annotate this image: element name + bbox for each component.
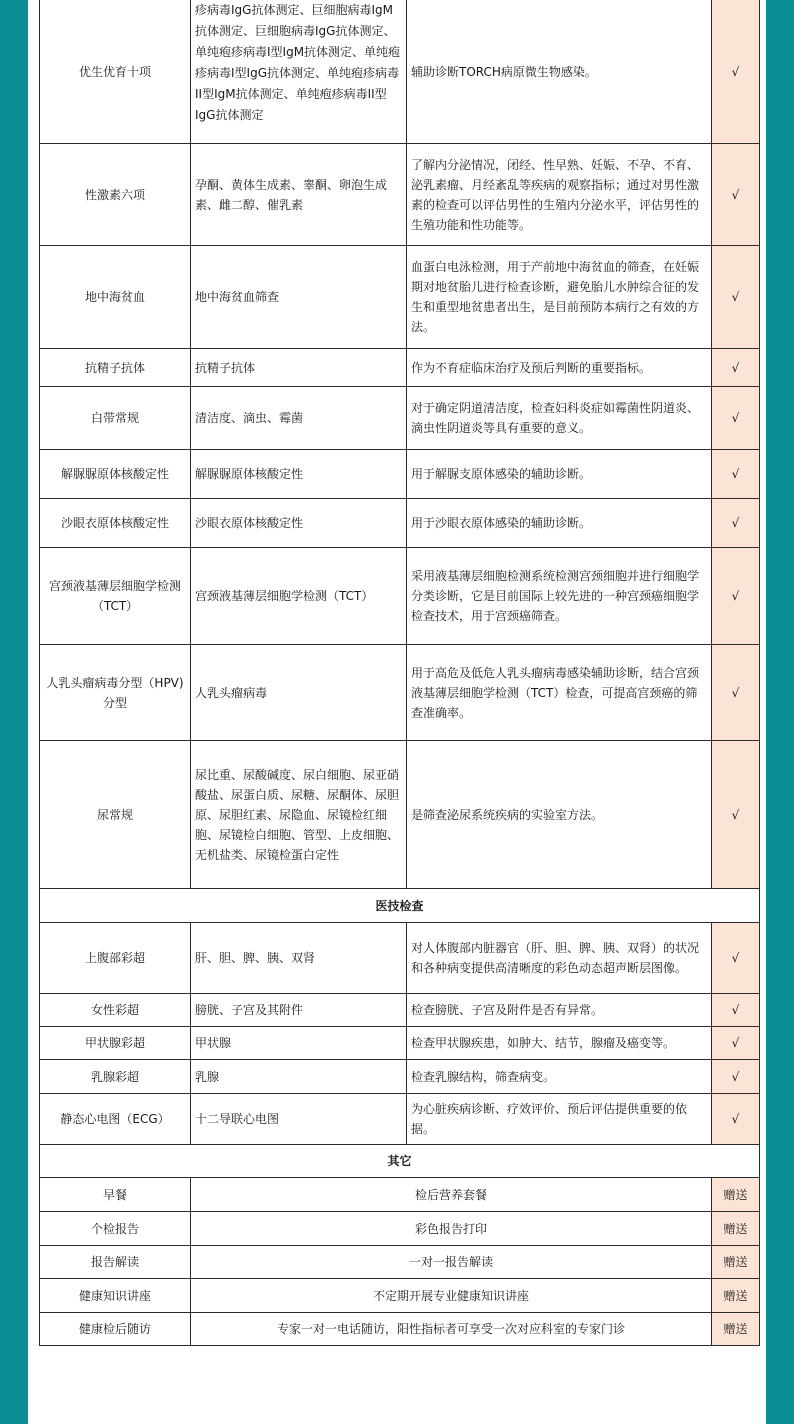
item-description: 用于解脲支原体感染的辅助诊断。 [407,450,712,499]
item-description: 对于确定阴道清洁度，检查妇科炎症如霉菌性阴道炎、滴虫性阴道炎等具有重要的意义。 [407,387,712,450]
item-name: 白带常规 [40,387,191,450]
table-row [40,1279,760,1313]
table-row [40,994,760,1027]
table-row [40,349,760,387]
item-contents: 疹病毒IgG抗体测定、巨细胞病毒IgM抗体测定、巨细胞病毒IgG抗体测定、单纯疱疹病毒Ⅰ型IgM抗体测定、单纯疱疹病毒Ⅰ型IgG抗体测定、单纯疱疹病毒II型IgM抗体测定、单纯疱疹病毒II型IgG抗体测定 [191,0,407,144]
gift-tag: 赠送 [712,1212,760,1246]
item-name: 宫颈液基薄层细胞学检测（TCT） [40,548,191,645]
gift-tag: 赠送 [712,1313,760,1346]
item-description: 采用液基薄层细胞检测系统检测宫颈细胞并进行细胞学分类诊断，它是目前国际上较先进的一种宫颈癌细胞学检查技术，用于宫颈癌筛查。 [407,548,712,645]
item-name: 女性彩超 [40,994,191,1027]
item-name: 早餐 [40,1178,191,1212]
section-header [40,889,760,923]
table-row [40,246,760,349]
item-contents: 十二导联心电图 [191,1094,407,1145]
check-mark: √ [712,450,760,499]
item-name: 尿常规 [40,741,191,889]
table-row [40,144,760,246]
item-contents: 地中海贫血筛查 [191,246,407,349]
item-contents: 不定期开展专业健康知识讲座 [191,1279,712,1313]
item-name: 健康检后随访 [40,1313,191,1346]
item-name: 健康知识讲座 [40,1279,191,1313]
item-description: 对人体腹部内脏器官（肝、胆、脾、胰、双肾）的状况和各种病变提供高清晰度的彩色动态超声断层图像。 [407,923,712,994]
item-name: 静态心电图（ECG） [40,1094,191,1145]
table-row [40,1313,760,1346]
table-row [40,1212,760,1246]
check-mark: √ [712,144,760,246]
check-mark: √ [712,994,760,1027]
check-mark: √ [712,548,760,645]
item-description: 用于沙眼衣原体感染的辅助诊断。 [407,499,712,548]
item-contents: 沙眼衣原体核酸定性 [191,499,407,548]
item-contents: 解脲脲原体核酸定性 [191,450,407,499]
item-description: 为心脏疾病诊断、疗效评价、预后评估提供重要的依据。 [407,1094,712,1145]
table-row [40,548,760,645]
item-name: 性激素六项 [40,144,191,246]
item-name: 沙眼衣原体核酸定性 [40,499,191,548]
table-row [40,645,760,741]
item-description: 作为不育症临床治疗及预后判断的重要指标。 [407,349,712,387]
item-name: 人乳头瘤病毒分型（HPV)分型 [40,645,191,741]
item-contents: 膀胱、子宫及其附件 [191,994,407,1027]
item-name: 个检报告 [40,1212,191,1246]
item-contents: 抗精子抗体 [191,349,407,387]
item-name: 地中海贫血 [40,246,191,349]
item-name: 优生优育十项 [40,0,191,144]
table-row [40,499,760,548]
item-name: 上腹部彩超 [40,923,191,994]
item-contents: 乳腺 [191,1060,407,1094]
check-mark: √ [712,0,760,144]
table-row [40,1178,760,1212]
item-name: 乳腺彩超 [40,1060,191,1094]
item-name: 甲状腺彩超 [40,1027,191,1060]
item-description: 用于高危及低危人乳头瘤病毒感染辅助诊断，结合宫颈液基薄层细胞学检测（TCT）检查，可提高宫颈癌的筛查准确率。 [407,645,712,741]
section-title-other: 其它 [40,1145,760,1178]
check-mark: √ [712,1094,760,1145]
item-contents: 一对一报告解读 [191,1246,712,1279]
table-row [40,1027,760,1060]
item-description: 血蛋白电泳检测，用于产前地中海贫血的筛查，在妊娠期对地贫胎儿进行检查诊断，避免胎儿水肿综合征的发生和重型地贫患者出生，是目前预防本病行之有效的方法。 [407,246,712,349]
check-mark: √ [712,246,760,349]
table-row [40,1060,760,1094]
table-row [40,1094,760,1145]
item-contents: 清洁度、滴虫、霉菌 [191,387,407,450]
item-contents: 专家一对一电话随访，阳性指标者可享受一次对应科室的专家门诊 [191,1313,712,1346]
check-mark: √ [712,923,760,994]
checkup-items-table [39,0,760,1346]
right-side-bar [766,0,794,1424]
table-row [40,0,760,144]
item-description: 了解内分泌情况，闭经、性早熟、妊娠、不孕、不育、泌乳素瘤、月经紊乱等疾病的观察指标；通过对男性激素的检查可以评估男性的生殖内分泌水平，评估男性的生殖功能和性功能等。 [407,144,712,246]
item-contents: 甲状腺 [191,1027,407,1060]
check-mark: √ [712,1027,760,1060]
item-name: 报告解读 [40,1246,191,1279]
table-row [40,923,760,994]
check-mark: √ [712,645,760,741]
check-mark: √ [712,387,760,450]
item-description: 辅助诊断TORCH病原微生物感染。 [407,0,712,144]
gift-tag: 赠送 [712,1279,760,1313]
section-header [40,1145,760,1178]
table-row [40,1246,760,1279]
item-contents: 宫颈液基薄层细胞学检测（TCT） [191,548,407,645]
item-contents: 尿比重、尿酸碱度、尿白细胞、尿亚硝酸盐、尿蛋白质、尿糖、尿酮体、尿胆原、尿胆红素、尿隐血、尿镜检红细胞、尿镜检白细胞、管型、上皮细胞、无机盐类、尿镜检蛋白定性 [191,741,407,889]
item-contents: 检后营养套餐 [191,1178,712,1212]
left-side-bar [0,0,28,1424]
item-name: 解脲脲原体核酸定性 [40,450,191,499]
item-name: 抗精子抗体 [40,349,191,387]
item-contents: 人乳头瘤病毒 [191,645,407,741]
gift-tag: 赠送 [712,1178,760,1212]
item-description: 是筛查泌尿系统疾病的实验室方法。 [407,741,712,889]
check-mark: √ [712,1060,760,1094]
item-description: 检查膀胱、子宫及附件是否有异常。 [407,994,712,1027]
check-mark: √ [712,741,760,889]
gift-tag: 赠送 [712,1246,760,1279]
item-contents: 肝、胆、脾、胰、双肾 [191,923,407,994]
item-description: 检查甲状腺疾患，如肿大、结节，腺瘤及癌变等。 [407,1027,712,1060]
item-description: 检查乳腺结构，筛查病变。 [407,1060,712,1094]
item-contents: 孕酮、黄体生成素、睾酮、卵泡生成素、雌二醇、催乳素 [191,144,407,246]
section-title-imaging: 医技检查 [40,889,760,923]
check-mark: √ [712,349,760,387]
table-row [40,387,760,450]
table-row [40,450,760,499]
item-contents: 彩色报告打印 [191,1212,712,1246]
table-row [40,741,760,889]
check-mark: √ [712,499,760,548]
